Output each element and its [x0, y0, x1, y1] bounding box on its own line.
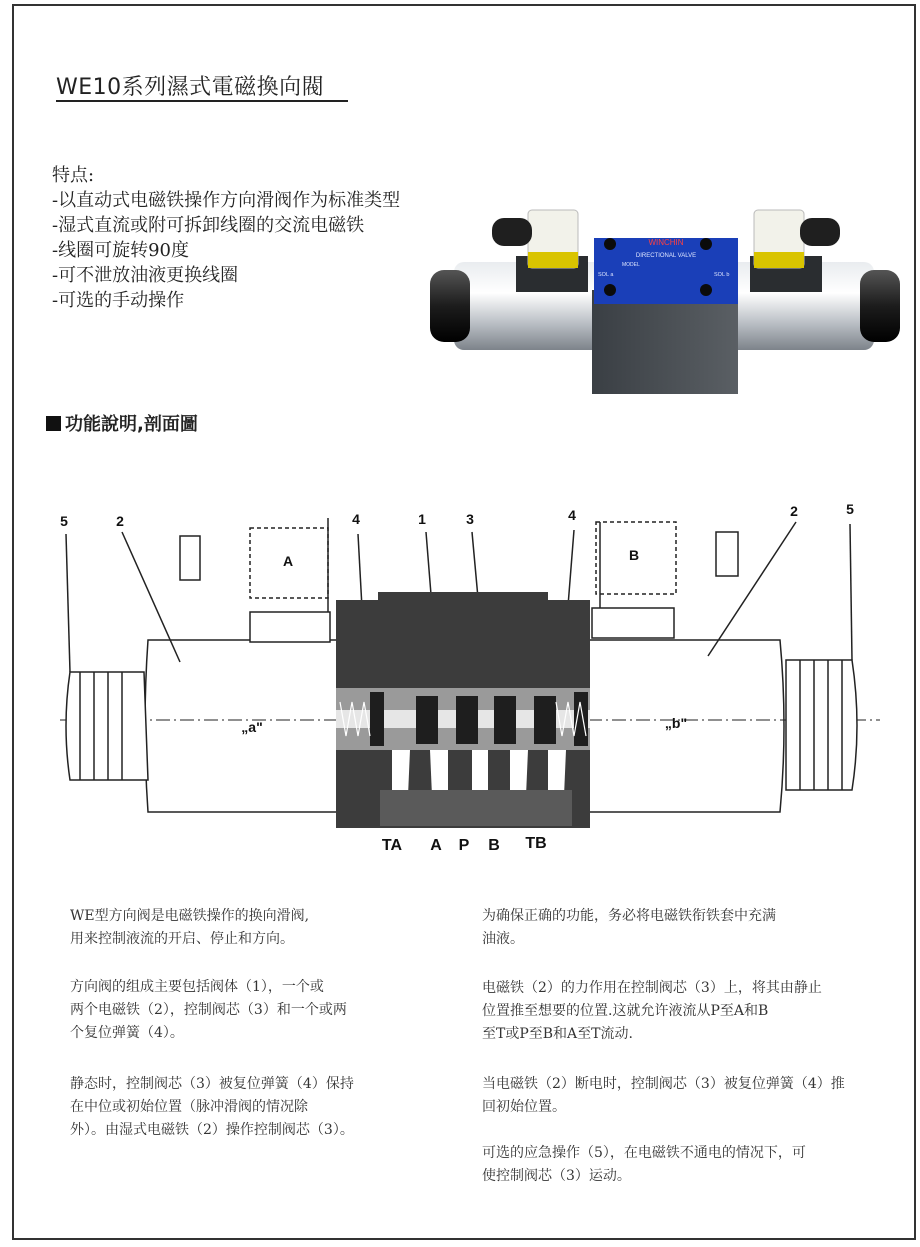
right-paragraph-4: [482, 1142, 806, 1188]
port-p: P: [458, 837, 470, 854]
callout-3: 3: [466, 511, 474, 527]
title-underline: [56, 100, 348, 102]
right-paragraph-3: [482, 1073, 845, 1119]
page-title: WE10系列濕式電磁換向閥: [56, 75, 325, 100]
callout-1: 1: [418, 511, 426, 527]
valve-product-photo: [424, 200, 904, 400]
right-knurled-cap: [860, 270, 900, 342]
features-heading: 特点:: [52, 165, 95, 186]
plate-sol-a: SOL a: [598, 272, 614, 278]
port-b: B: [488, 837, 500, 854]
text-line: 个复位弹簧（4）。: [70, 1025, 184, 1041]
section-heading-text: 功能說明,剖面圖: [65, 414, 198, 435]
left-knurled-cap: [430, 270, 470, 342]
left-paragraph-2: [70, 976, 347, 1045]
feature-item: -以直动式电磁铁操作方向滑阀作为标准类型: [52, 190, 401, 211]
features-list: [52, 163, 400, 313]
section-heading: [46, 410, 198, 436]
feature-item: -可不泄放油液更换线圈: [52, 265, 239, 286]
text-line: 在中位或初始位置（脉冲滑阀的情况除: [70, 1099, 308, 1115]
text-line: 为确保正确的功能，务必将电磁铁衔铁套中充满: [482, 908, 776, 924]
solenoid-b-label: B: [628, 547, 640, 563]
brand-text: WINCHIN: [648, 238, 684, 247]
position-b-label: „b": [664, 715, 688, 731]
text-line: 油液。: [482, 931, 524, 947]
text-line: 可选的应急操作（5），在电磁铁不通电的情况下，可: [482, 1145, 806, 1161]
left-connector: [492, 210, 578, 268]
callout-2-left: 2: [116, 513, 124, 529]
text-line: 外）。由湿式电磁铁（2）操作控制阀芯（3）。: [70, 1122, 354, 1138]
text-line: 电磁铁（2）的力作用在控制阀芯（3）上，将其由静止: [482, 980, 822, 996]
nameplate: [594, 238, 738, 304]
text-line: 用来控制液流的开启、停止和方向。: [70, 931, 294, 947]
text-line: 方向阀的组成主要包括阀体（1），一个或: [70, 979, 324, 995]
callout-4-left: 4: [352, 511, 360, 527]
text-line: 当电磁铁（2）断电时，控制阀芯（3）被复位弹簧（4）推: [482, 1076, 845, 1092]
text-line: 使控制阀芯（3）运动。: [482, 1168, 631, 1184]
text-line: WE型方向阀是电磁铁操作的换向滑阀,: [70, 908, 310, 924]
text-line: 至T或P至B和A至T流动.: [482, 1026, 633, 1042]
callout-2-right: 2: [790, 503, 798, 519]
left-paragraph-3: [70, 1073, 354, 1142]
callout-5-right: 5: [846, 501, 854, 517]
port-ta: TA: [381, 837, 403, 854]
left-paragraph-1: [70, 905, 309, 951]
text-line: 位置推至想要的位置.这就允许液流从P至A和B: [482, 1003, 769, 1019]
text-line: 静态时，控制阀芯（3）被复位弹簧（4）保持: [70, 1076, 354, 1092]
plate-label: DIRECTIONAL VALVE: [635, 253, 697, 259]
square-bullet-icon: [46, 416, 61, 431]
right-paragraph-1: [482, 905, 776, 951]
solenoid-a-label: A: [282, 553, 294, 569]
feature-item: -湿式直流或附可拆卸线圈的交流电磁铁: [52, 215, 365, 236]
cross-section-diagram: [40, 496, 920, 866]
feature-item: -可选的手动操作: [52, 290, 185, 311]
plate-sol-b: SOL b: [714, 272, 730, 278]
plate-model: MODEL: [622, 262, 640, 268]
callout-5-left: 5: [60, 513, 68, 529]
text-line: 回初始位置。: [482, 1099, 566, 1115]
callout-4-right: 4: [568, 507, 576, 523]
position-a-label: „a": [241, 719, 263, 735]
right-connector: [754, 210, 840, 268]
valve-body: [592, 290, 738, 394]
port-tb: TB: [525, 835, 547, 852]
text-line: 两个电磁铁（2），控制阀芯（3）和一个或两: [70, 1002, 347, 1018]
right-paragraph-2: [482, 977, 822, 1046]
feature-item: -线圈可旋转90度: [52, 240, 189, 261]
port-a: A: [430, 837, 442, 854]
